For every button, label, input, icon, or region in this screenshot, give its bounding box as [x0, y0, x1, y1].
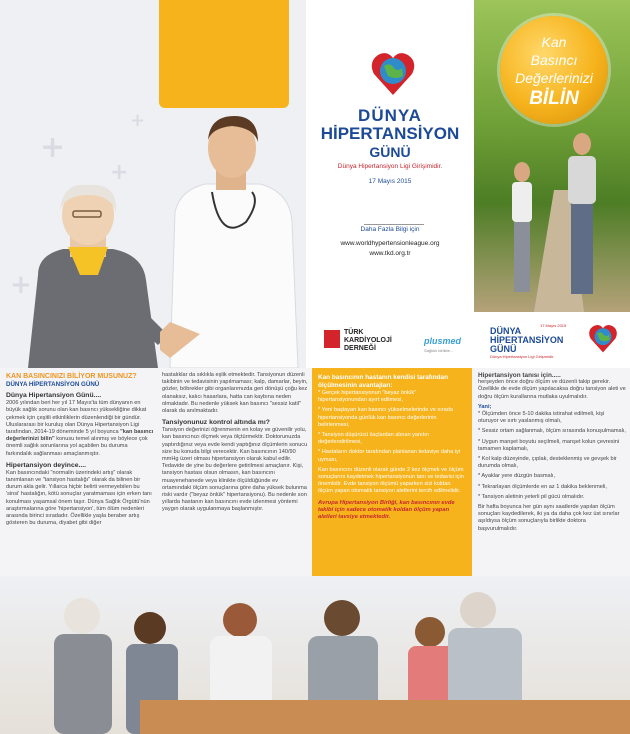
section-heading: KAN BASINCINIZI BİLİYOR MUSUNUZ? — [6, 373, 137, 380]
mini-brand-line2: HİPERTANSİYON — [490, 335, 564, 345]
column-advantages — [312, 368, 472, 576]
brand-title-line3: GÜNÜ — [369, 144, 411, 160]
list-item: * Yeni başlayan kan basıncı yükselmelerinde ve sırada hipertansiyonda günlük kan basıncı değerlerinin belirlenmesi, — [318, 407, 453, 428]
list-item: * Uygun manşet boyutu seçilmeli, manşet kolun çevresini tamamen kaplamalı, — [478, 438, 620, 452]
more-info-title: Daha Fazla Bilgi için — [360, 226, 420, 233]
diagnosis-heading: Hipertansiyon tanısı için..... — [478, 372, 561, 379]
tkd-name-line1: TÜRK — [344, 329, 364, 336]
tkd-logo-icon — [324, 330, 340, 348]
doctor-illustration — [160, 112, 300, 368]
badge-line1: Kan — [541, 34, 567, 50]
list-item: * Tekrarlayan ölçümlerde en az 1 dakika beklenmeli, — [478, 483, 607, 490]
paragraph: Bir hafta boyunca her gün aynı saatlerde yapılan ölçüm sonuçları kaydedilerek, iki ya da daha çok kez üst sınırlar aşıldıysa ölçüm sonuçlarıyla birlikte doktora başvurulmalıdır. — [478, 504, 620, 532]
url-link-whl[interactable]: www.worldhypertensionleague.org — [340, 240, 440, 247]
url-link-tkd[interactable]: www.tkd.org.tr — [369, 250, 411, 257]
hero-left-panel: + + + + — [0, 0, 306, 368]
globe-heart-logo-icon — [370, 50, 416, 96]
list-item: * Ayaklar yere düzgün basmalı, — [478, 473, 556, 480]
advantages-heading: Kan basıncının hastanın kendisi tarafından ölçülmesinin avantajları: — [318, 374, 448, 389]
badge-line2: Basıncı — [530, 52, 578, 68]
column-intro — [6, 372, 154, 530]
paragraph: hastalıklar da sıklıkla eşlik etmektedir. Tansiyonun düzenli takibinin ve tedavisinin yapılmaması; kalp, damarlar, beyin, gözler, böbrekler gibi organlarımızda geri dönüşü çoğu kez olanaksız, kalıcı hasarlara, hatta can kaybına neden olmaktadır. Bu nedenle yüksek kan basıncı "sessiz katil" olarak da anılmaktadır. — [162, 372, 308, 415]
paragraph: 2006 yılından beri her yıl 17 Mayıs'ta tüm dünyanın en büyük sağlık sorunu olan kan basıncı yüksekliğine dikkat çekmek için çeşitli etkinliklerin düzenlendiği bir gündür. Uluslararası bir kuruluş olan Dünya Hipertansiyon Ligi tarafından, 2014-19 döneminde 5 yıl boyunca "kan basıncı değerlerinizi bilin" konusu temel alınmış ve böylece çok önemli sağlık sorunlarına yol açabilen bu duruma farkındalık sağlanması amaçlanmıştır. — [6, 400, 154, 457]
elderly-woman-illustration — [18, 185, 168, 368]
paragraph: Tansiyon değerinizi öğrenmenin en kolay ve güvenilir yolu, kan basıncınızı ölçmek veya ölçtürmektir. Doktorunuzda yaptırdığınız veya evde kendi yaptığınız ölçümlerin sonucu size bu konuda bilgi verecektir. Kan basıncının 140/90 mmHg üzeri olması hipertansiyon olarak kabul edilir. Tedavide de yine bu değerlere getirilmesi amaçlanır. Kişi, tansiyon hastası olsun olmasın, kan basıncını muayenehanede veya klinikte ölçüldüğünde ev ortamındaki ölçüm sonuçlarına göre daha yüksek bulunma riski vardır ("beyaz önlük" hipertansiyonu). Bu nedenle son yıllarda hastanın kan basıncını evde izlenmesi yöntemi yaygın olarak uygulanmaya başlanmıştır. — [162, 427, 308, 513]
badge-line4: BİLİN — [529, 88, 579, 109]
badge-line3: Değerlerinizi — [515, 70, 593, 86]
column-diagnosis — [478, 372, 626, 536]
list-item: * Tansiyon aletinin yeterli pil gücü olmalıdır. — [478, 493, 585, 500]
list-item: * Tansiyon düşürücü ilaçlardan alınan yanıtın değerlendirilmesi, — [318, 432, 429, 446]
tkd-name-line3: DERNEĞİ — [344, 345, 376, 352]
paragraph: Kan basıncındaki "normalin üzerindeki artış" olarak tanımlanan ve "tansiyon hastalığı" olarak da bilinen bir durum akla gelir. Yıllarca hiçbir belirti vermeyebilen bu 'sinsi' hastalığın, kötü sonuçlar yaratmaması için erken tanı konulması yaşamsal önem taşır. Dünya Sağlık Örgütü'nün araştırmalarına göre 'hipertansiyon', tüm ölüm nedenleri arasında birinci sıradadır. Özellikle yaşla beraber artış gösteren bu duruma, diyabet gibi diğer — [6, 469, 152, 527]
paragraph-heading: Tansiyonunuz kontrol altında mı? — [162, 419, 270, 427]
brand-title-line1: DÜNYA — [358, 106, 422, 125]
list-item: * Gerçek hipertansiyonun "beyaz önlük" hipertansiyonundan ayırt edilmesi, — [318, 390, 417, 404]
brand-subtitle: Dünya Hipertansiyon Ligi Girişimidir. — [337, 163, 443, 170]
tkd-name-line2: KARDİYOLOJİ — [344, 337, 392, 344]
column-control — [162, 372, 308, 517]
list-intro: Yani; — [478, 403, 492, 410]
paragraph-heading: Dünya Hipertansiyon Günü.... — [6, 392, 102, 400]
recommendation-note: Avrupa Hipertansiyon Birliği, kan basıncının evde takibi için sadece otomatik koldan ölçüm yapan aletleri tavsiye etmektedir. — [318, 499, 455, 521]
brand-title-line2: HİPERTANSİYON — [320, 124, 460, 143]
list-item: * Hastaların doktor tarafından planlanan tedaviye daha iyi uyması, — [318, 449, 461, 463]
list-item: * Ölçümden önce 5-10 dakika istirahat edilmeli, kişi oturuyor ve sırtı yaslanmış olmalı, — [478, 411, 605, 425]
list-item: * Kol kalp düzeyinde, çıplak, desteklenmiş ve gevşek bir durumda olmalı, — [478, 456, 617, 470]
paragraph: herşeyden önce doğru ölçüm ve düzenli takip gerekir. Özellikle de evde ölçüm yapılacaksa doğru tansiyon aleti ve doğru ölçüm kurallarına mutlaka uyulmalıdır. — [478, 379, 626, 400]
paragraph-heading: Hipertansiyon deyince.... — [6, 461, 87, 469]
plusmed-tagline: Sağlıklı birlikte... — [424, 348, 454, 353]
section-subheading: DÜNYA HİPERTANSİYON GÜNÜ — [6, 381, 100, 388]
plusmed-logo: plusmed — [424, 336, 462, 346]
list-item: * Sessiz ortam sağlanmalı, ölçüm sırasında konuşulmamalı, — [478, 428, 626, 435]
brand-date: 17 Mayıs 2015 — [368, 178, 412, 185]
divider — [364, 224, 424, 225]
wooden-table — [140, 700, 630, 734]
paragraph: Kan basıncını düzenli olarak günde 2 kez ölçmek ve ölçüm sonuçlarını kaydetmek hipertansiyonun tanı ve tedavisi için önemlidir. Evde tansiyon ölçümü yaparken sizi koldan ölçüm yapan otomatik tansiyon aletlerini tercih edilmelidir. — [318, 466, 464, 495]
mini-brand-line3: GÜNÜ — [490, 344, 517, 354]
mini-brand-subtitle: Dünya Hipertansiyon Ligi Girişimidir. — [490, 354, 555, 359]
mini-brand-line1: DÜNYA — [490, 326, 522, 336]
accent-tab — [159, 0, 289, 108]
globe-heart-small-icon — [588, 323, 618, 353]
mini-brand-date: 17 Mayıs 2015 — [540, 323, 567, 328]
